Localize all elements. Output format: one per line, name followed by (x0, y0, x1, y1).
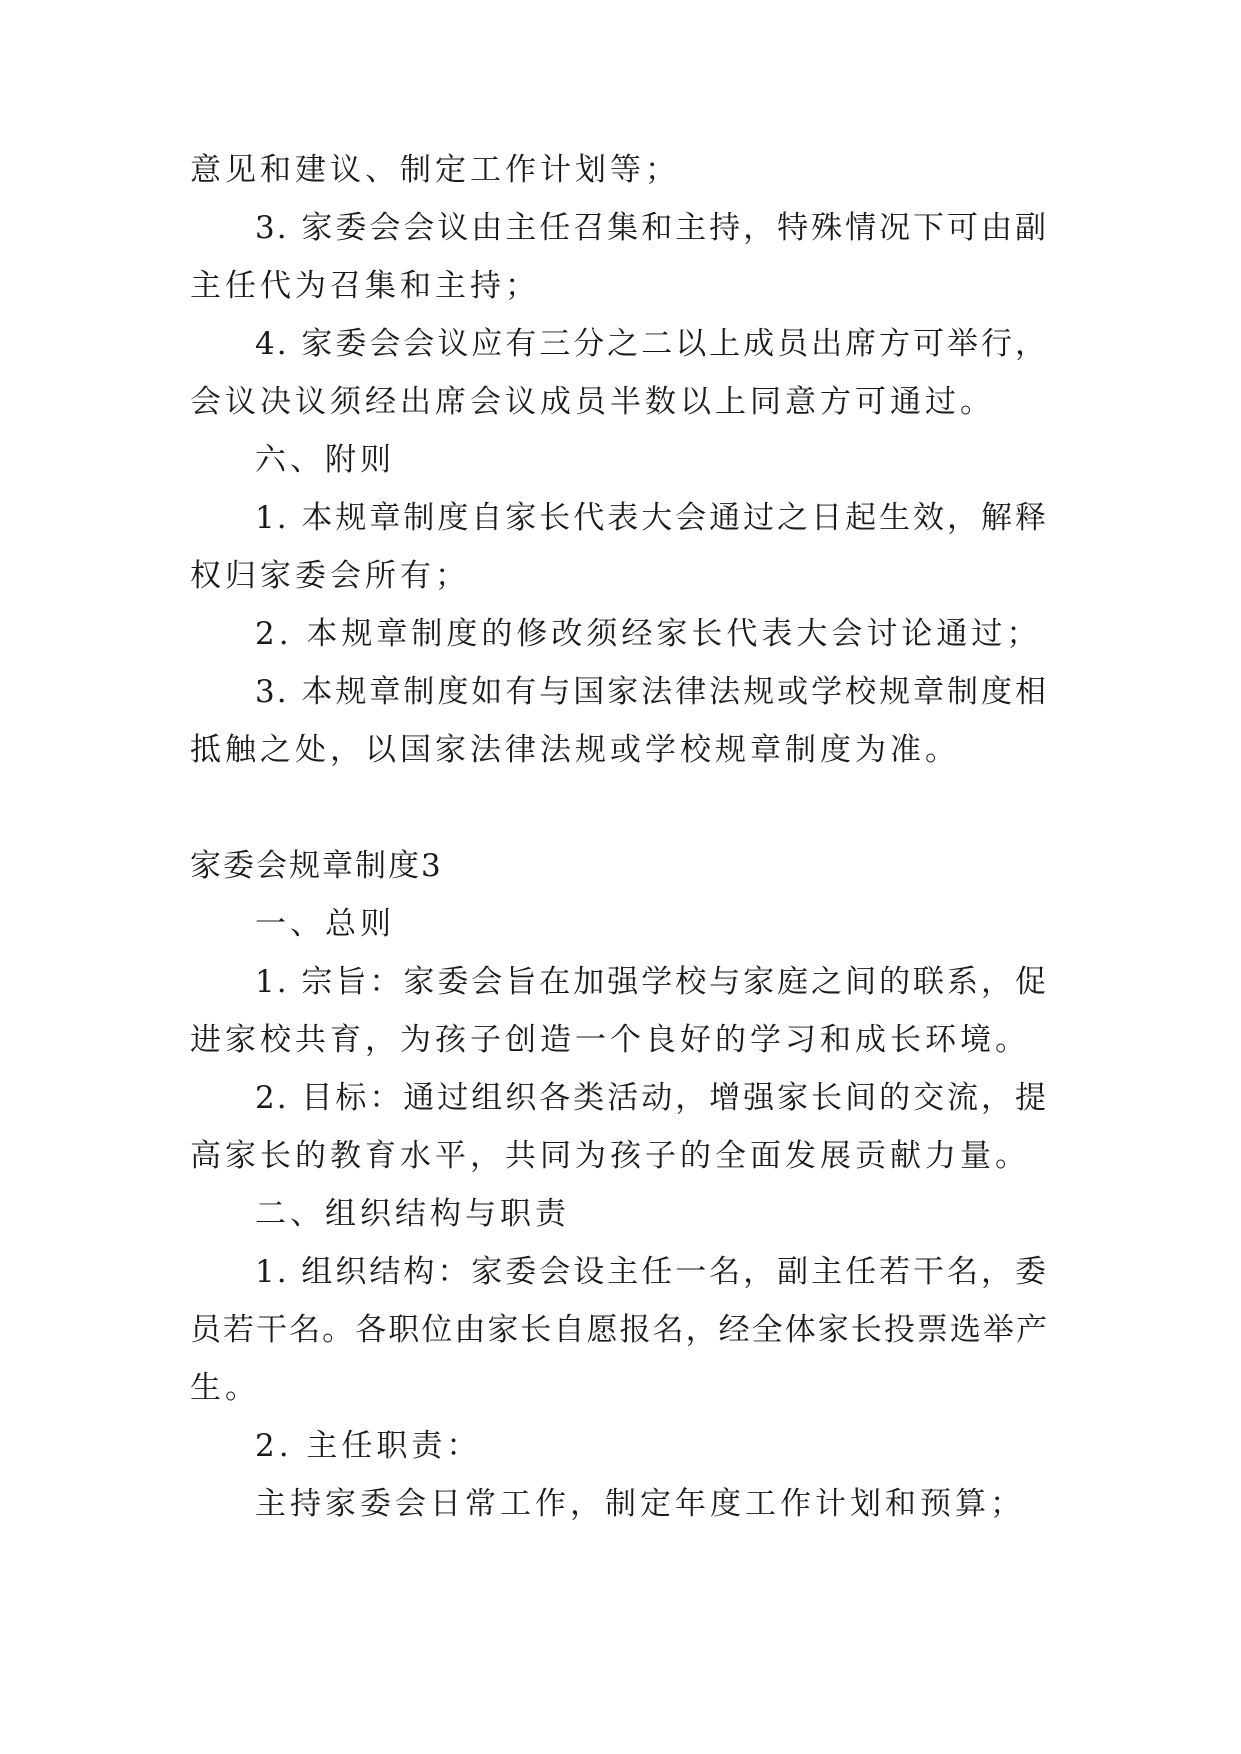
text-line: 进家校共育，为孩子创造一个良好的学习和成长环境。 (190, 1022, 1030, 1058)
text-line: 主任代为召集和主持； (190, 268, 540, 304)
text-line: 1. 宗旨：家委会旨在加强学校与家庭之间的联系，促 (255, 964, 1048, 1000)
text-line: 1. 组织结构：家委会设主任一名，副主任若干名，委 (255, 1254, 1048, 1290)
text-line: 2. 主任职责： (255, 1428, 482, 1464)
text-line: 会议决议须经出席会议成员半数以上同意方可通过。 (190, 384, 995, 420)
text-line: 抵触之处，以国家法律法规或学校规章制度为准。 (190, 732, 960, 768)
text-line: 4. 家委会会议应有三分之二以上成员出席方可举行， (255, 326, 1048, 362)
section-heading: 二、组织结构与职责 (255, 1196, 570, 1232)
text-line: 员若干名。各职位由家长自愿报名，经全体家长投票选举产 (190, 1312, 1048, 1348)
document-title: 家委会规章制度3 (190, 848, 443, 884)
section-heading: 六、附则 (255, 442, 395, 478)
text-line: 高家长的教育水平，共同为孩子的全面发展贡献力量。 (190, 1138, 1030, 1174)
text-line: 2. 本规章制度的修改须经家长代表大会讨论通过； (255, 616, 1042, 652)
text-line: 权归家委会所有； (190, 558, 470, 594)
text-line: 意见和建议、制定工作计划等； (190, 152, 680, 188)
text-line: 2. 目标：通过组织各类活动，增强家长间的交流，提 (255, 1080, 1048, 1116)
text-line: 3. 本规章制度如有与国家法律法规或学校规章制度相 (255, 674, 1048, 710)
text-line: 3. 家委会会议由主任召集和主持，特殊情况下可由副 (255, 210, 1048, 246)
text-line: 1. 本规章制度自家长代表大会通过之日起生效，解释 (255, 500, 1048, 536)
text-line: 生。 (190, 1370, 260, 1406)
text-line: 主持家委会日常工作，制定年度工作计划和预算； (255, 1486, 1025, 1522)
section-heading: 一、总则 (255, 906, 395, 942)
